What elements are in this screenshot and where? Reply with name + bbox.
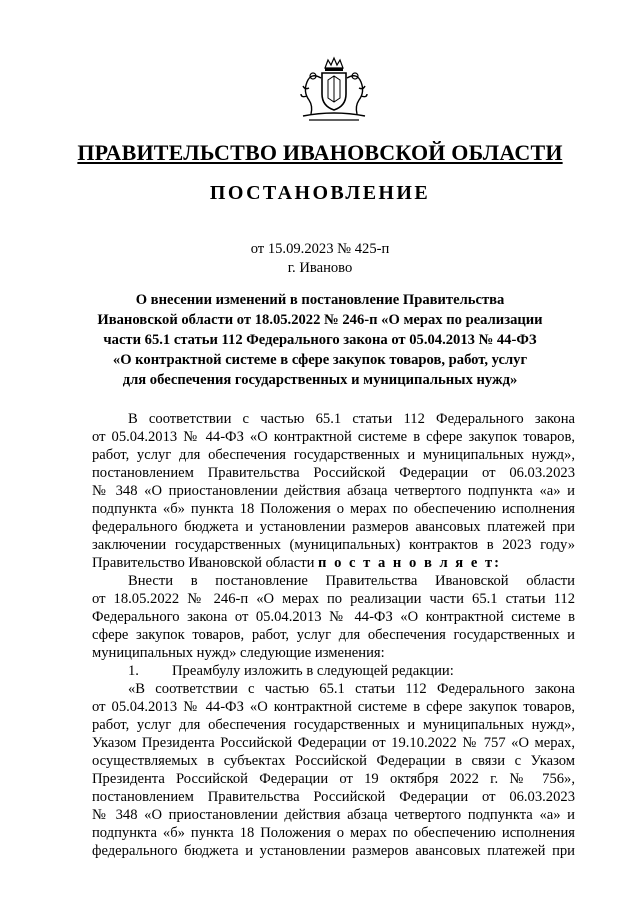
document-title (60, 290, 580, 390)
government-name: ПРАВИТЕЛЬСТВО ИВАНОВСКОЙ ОБЛАСТИ (77, 140, 563, 165)
item-number: 1. (128, 663, 139, 679)
document-body (92, 410, 575, 860)
body-line: постановлением Правительства Российской Федерации от 06.03.2023 (92, 789, 575, 805)
title-line: части 65.1 статьи 112 Федерального закона от 05.04.2013 № 44-ФЗ (103, 332, 537, 348)
body-line: сфере закупок товаров, работ, услуг для обеспечения государственных и (92, 627, 575, 643)
body-line: № 348 «О приостановлении действия абзаца четвертого подпункта «а» и (92, 483, 575, 499)
body-line: осуществляемых в субъектах Российской Федерации в связи с Указом (92, 753, 575, 769)
document-type: ПОСТАНОВЛЕНИЕ (209, 182, 431, 204)
body-line: работ, услуг для обеспечения государственных и муниципальных нужд», (92, 447, 575, 463)
date-number: от 15.09.2023 № 425-п (250, 241, 390, 257)
body-line: «В соответствии с частью 65.1 статьи 112 Федерального закона (128, 681, 575, 697)
resolves-word: п о с т а н о в л я е т: (318, 555, 502, 571)
title-line: для обеспечения государственных и муниципальных нужд» (122, 372, 518, 388)
body-line: постановлением Правительства Российской Федерации от 06.03.2023 (92, 465, 575, 481)
body-line: работ, услуг для обеспечения государственных и муниципальных нужд», (92, 717, 575, 733)
body-line: № 348 «О приостановлении действия абзаца четвертого подпункта «а» и (92, 807, 575, 823)
body-line (92, 554, 575, 572)
title-line: Ивановской области от 18.05.2022 № 246-п «О мерах по реализации (97, 312, 543, 328)
body-line: федерального бюджета и установлении размеров авансовых платежей при (92, 843, 575, 859)
item-text: Преамбулу изложить в следующей редакции: (172, 663, 454, 679)
body-line: от 05.04.2013 № 44-ФЗ «О контрактной системе в сфере закупок товаров, (92, 429, 575, 445)
coat-of-arms-icon (295, 54, 373, 126)
body-line: муниципальных нужд» следующие изменения: (92, 645, 385, 661)
body-line: Президента Российской Федерации от 19 октября 2022 г. № 756», (92, 771, 575, 787)
body-line: Указом Президента Российской Федерации от 19.10.2022 № 757 «О мерах, (92, 735, 575, 751)
body-line: федерального бюджета и установлении размеров авансовых платежей при (92, 519, 575, 535)
city: г. Иваново (287, 260, 353, 276)
body-line: подпункта «б» пункта 18 Положения о мерах по обеспечению исполнения (92, 501, 575, 517)
body-line: подпункта «б» пункта 18 Положения о мерах по обеспечению исполнения (92, 825, 575, 841)
list-item (92, 662, 575, 680)
body-line: Федерального закона от 05.04.2013 № 44-ФЗ «О контрактной системе в (92, 609, 575, 625)
body-line: Внести в постановление Правительства Ивановской области (128, 573, 575, 589)
title-line: О внесении изменений в постановление Правительства (135, 292, 505, 308)
body-line: от 05.04.2013 № 44-ФЗ «О контрактной системе в сфере закупок товаров, (92, 699, 575, 715)
body-line: от 18.05.2022 № 246-п «О мерах по реализации части 65.1 статьи 112 (92, 591, 575, 607)
title-line: «О контрактной системе в сфере закупок товаров, работ, услуг (112, 352, 528, 368)
body-line: заключении государственных (муниципальных) контрактов в 2023 году» (92, 537, 575, 553)
authority-text: Правительство Ивановской области (92, 555, 319, 571)
body-line: В соответствии с частью 65.1 статьи 112 Федерального закона (128, 411, 575, 427)
document-meta (0, 240, 640, 278)
